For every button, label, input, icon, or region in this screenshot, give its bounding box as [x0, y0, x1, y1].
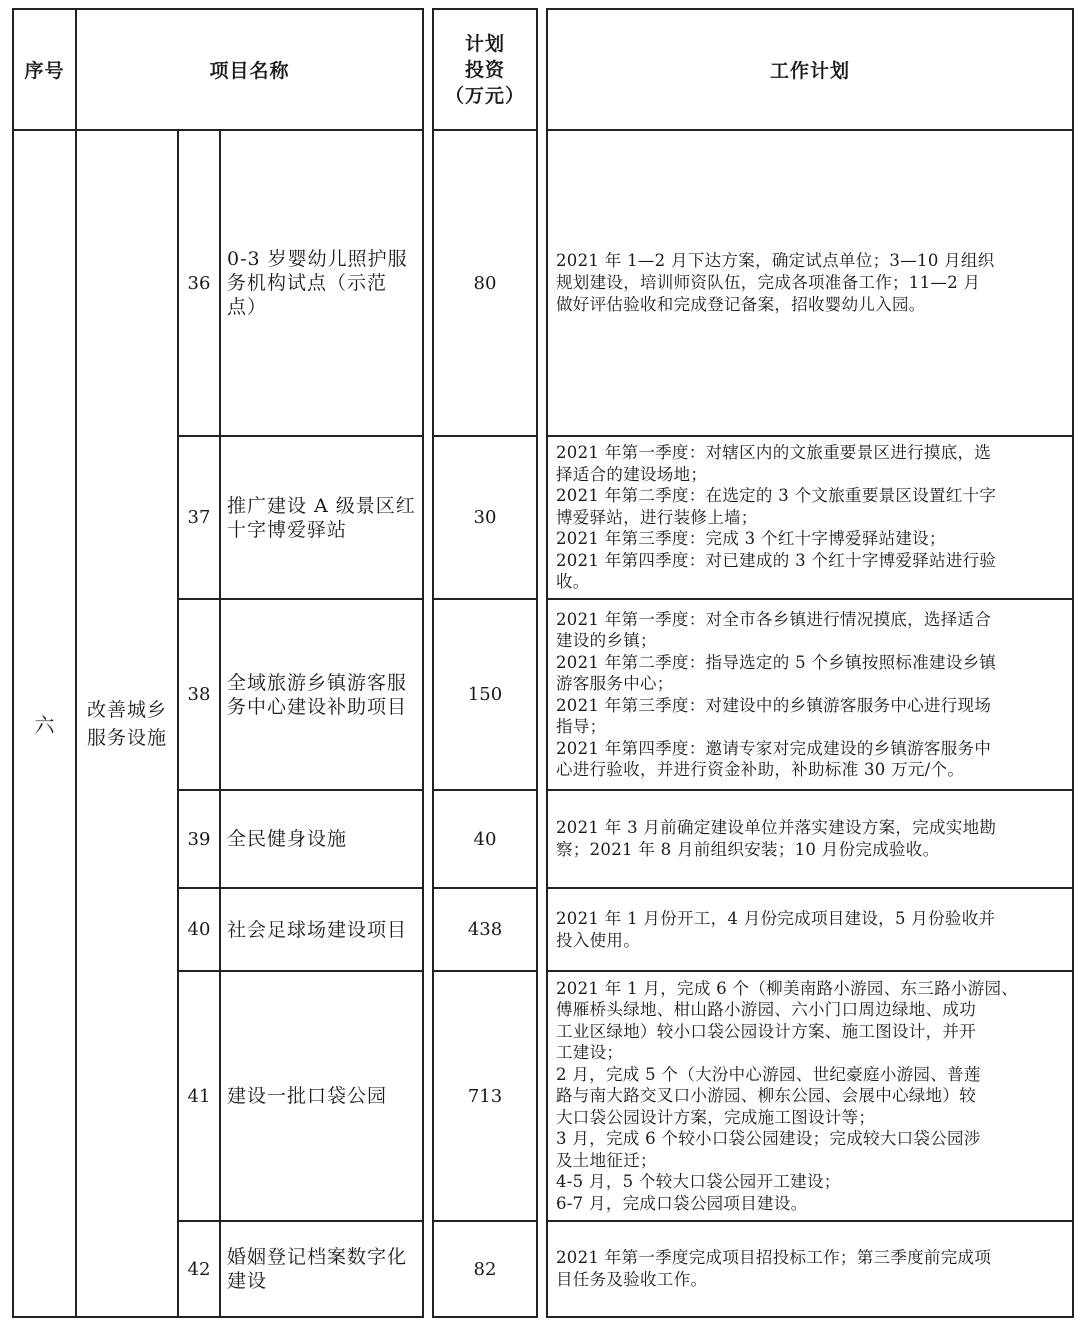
- row-investment: [434, 791, 536, 887]
- header-project-name: [77, 10, 422, 129]
- row-number: [179, 791, 219, 887]
- row-work-plan-line: 3 月，完成 6 个较小口袋公园建设；完成较大口袋公园涉: [556, 1129, 981, 1149]
- row-investment: [434, 437, 536, 598]
- row-number: [179, 600, 219, 789]
- row-project-name-line: 社会足球场建设项目: [227, 918, 408, 941]
- row-investment-value: 438: [467, 919, 503, 940]
- row-work-plan: [548, 131, 1072, 435]
- group-category-line: 改善城乡: [86, 698, 167, 721]
- row-project-name: [221, 131, 422, 435]
- row-work-plan-line: 2 月，完成 5 个（大汾中心游园、世纪豪庭小游园、普莲: [556, 1064, 981, 1084]
- row-work-plan-line: 2021 年 1—2 月下达方案，确定试点单位；3—10 月组织: [556, 251, 995, 270]
- row-project-name: [221, 437, 422, 598]
- row-work-plan-line: 2021 年第二季度：指导选定的 5 个乡镇按照标准建设乡镇: [556, 652, 997, 672]
- row-number-value: 40: [187, 919, 211, 940]
- row-work-plan-line: 工建设；: [556, 1043, 624, 1063]
- row-work-plan-line: 择适合的建设场地；: [556, 464, 708, 484]
- row-number-value: 38: [187, 684, 211, 705]
- row-work-plan-line: 6-7 月，完成口袋公园项目建设。: [556, 1193, 808, 1213]
- row-investment-value: 30: [473, 507, 497, 528]
- row-work-plan-line: 2021 年 1 月，完成 6 个（柳美南路小游园、东三路小游园、: [556, 978, 1019, 998]
- row-project-name-line: 全民健身设施: [227, 828, 348, 850]
- row-work-plan: [548, 889, 1072, 970]
- row-investment-value: 150: [467, 684, 503, 705]
- row-work-plan: [548, 437, 1072, 598]
- row-work-plan-line: 指导；: [556, 717, 607, 736]
- header-work-plan-label: 工作计划: [769, 60, 850, 82]
- row-work-plan-line: 做好评估验收和完成登记备案，招收婴幼儿入园。: [556, 295, 926, 314]
- row-project-name-line: 建设一批口袋公园: [227, 1085, 388, 1107]
- row-work-plan-line: 2021 年第三季度：对建设中的乡镇游客服务中心进行现场: [556, 695, 992, 715]
- row-project-name-line: 建设: [227, 1270, 268, 1292]
- row-project-name: [221, 791, 422, 887]
- row-work-plan-line: 及土地征迁；: [556, 1150, 657, 1170]
- row-number: [179, 437, 219, 598]
- row-work-plan-line: 2021 年第一季度完成项目招投标工作；第三季度前完成项: [556, 1248, 992, 1267]
- row-project-name: [221, 1222, 422, 1316]
- header-investment-line: 计划: [464, 32, 505, 55]
- row-work-plan: [548, 1222, 1072, 1316]
- row-work-plan-line: 工业区绿地）较小口袋公园设计方案、施工图设计，并开: [556, 1021, 976, 1041]
- row-work-plan-line: 4-5 月，5 个较大口袋公园开工建设；: [556, 1172, 841, 1192]
- row-project-name-line: 推广建设 A 级景区红: [227, 494, 416, 517]
- row-number-value: 36: [187, 272, 211, 294]
- header-investment-line: 投资: [464, 58, 505, 81]
- row-work-plan: [548, 600, 1072, 789]
- row-work-plan-line: 博爱驿站，进行装修上墙；: [556, 507, 758, 527]
- row-work-plan-line: 游客服务中心；: [556, 674, 674, 693]
- row-work-plan-line: 大口袋公园设计方案，完成施工图设计等；: [556, 1107, 876, 1127]
- row-number-value: 37: [187, 507, 211, 528]
- row-work-plan-line: 收。: [556, 572, 590, 592]
- row-work-plan-line: 2021 年 1 月份开工，4 月份完成项目建设，5 月份验收并: [556, 908, 996, 928]
- row-work-plan-line: 目任务及验收工作。: [556, 1270, 708, 1289]
- row-work-plan-line: 2021 年第一季度：对辖区内的文旅重要景区进行摸底，选: [556, 443, 992, 463]
- row-work-plan-line: 傅雁桥头绿地、柑山路小游园、六小门口周边绿地、成功: [556, 1000, 976, 1020]
- header-project-name-label: 项目名称: [209, 60, 290, 82]
- row-project-name-line: 0-3 岁婴幼儿照护服: [227, 248, 408, 270]
- row-work-plan-line: 路与南大路交叉口小游园、柳东公园、会展中心绿地）较: [556, 1086, 976, 1106]
- group-seq: [14, 131, 75, 1316]
- row-project-name-line: 十字博爱驿站: [227, 518, 348, 541]
- header-seq-label: 序号: [24, 60, 65, 82]
- row-work-plan-line: 2021 年第一季度：对全市各乡镇进行情况摸底，选择适合: [556, 609, 992, 629]
- row-investment: [434, 972, 536, 1220]
- row-number: [179, 131, 219, 435]
- row-project-name: [221, 972, 422, 1220]
- row-work-plan-line: 察；2021 年 8 月前组织安装；10 月份完成验收。: [556, 840, 940, 859]
- row-work-plan-line: 2021 年 3 月前确定建设单位并落实建设方案，完成实地勘: [556, 818, 997, 837]
- header-investment: [434, 10, 536, 129]
- row-number: [179, 1222, 219, 1316]
- header-investment-line: （万元）: [444, 84, 525, 107]
- group-category-line: 服务设施: [86, 726, 167, 749]
- header-seq: [14, 10, 75, 129]
- row-investment-value: 82: [473, 1258, 497, 1280]
- row-work-plan-line: 心进行验收，并进行资金补助，补助标准 30 万元/个。: [556, 760, 965, 779]
- row-work-plan-line: 规划建设，培训师资队伍，完成各项准备工作；11—2 月: [556, 273, 981, 292]
- group-seq-value: 六: [34, 713, 55, 737]
- row-number-value: 39: [187, 828, 211, 850]
- row-work-plan-line: 投入使用。: [556, 930, 640, 950]
- row-project-name: [221, 889, 422, 970]
- row-project-name: [221, 600, 422, 789]
- row-work-plan-line: 2021 年第三季度：完成 3 个红十字博爱驿站建设；: [556, 529, 946, 549]
- row-work-plan: [548, 972, 1072, 1220]
- row-investment-value: 713: [467, 1085, 503, 1107]
- header-work-plan: [548, 10, 1072, 129]
- row-project-name-line: 务机构试点（示范点）: [227, 272, 388, 318]
- row-investment: [434, 131, 536, 435]
- row-number-value: 42: [187, 1258, 211, 1280]
- row-project-name-line: 务中心建设补助项目: [227, 695, 408, 718]
- row-work-plan-line: 2021 年第四季度：邀请专家对完成建设的乡镇游客服务中: [556, 738, 992, 758]
- row-number-value: 41: [187, 1085, 211, 1107]
- group-category: [77, 131, 177, 1316]
- row-number: [179, 889, 219, 970]
- row-project-name-line: 全域旅游乡镇游客服: [227, 671, 408, 694]
- row-investment-value: 80: [473, 272, 497, 294]
- row-investment-value: 40: [473, 828, 497, 850]
- row-number: [179, 972, 219, 1220]
- row-work-plan-line: 2021 年第二季度：在选定的 3 个文旅重要景区设置红十字: [556, 486, 997, 506]
- row-investment: [434, 1222, 536, 1316]
- row-investment: [434, 600, 536, 789]
- row-project-name-line: 婚姻登记档案数字化: [227, 1246, 408, 1268]
- row-investment: [434, 889, 536, 970]
- row-work-plan: [548, 791, 1072, 887]
- row-work-plan-line: 2021 年第四季度：对已建成的 3 个红十字博爱驿站进行验: [556, 550, 997, 570]
- row-work-plan-line: 建设的乡镇；: [556, 631, 657, 650]
